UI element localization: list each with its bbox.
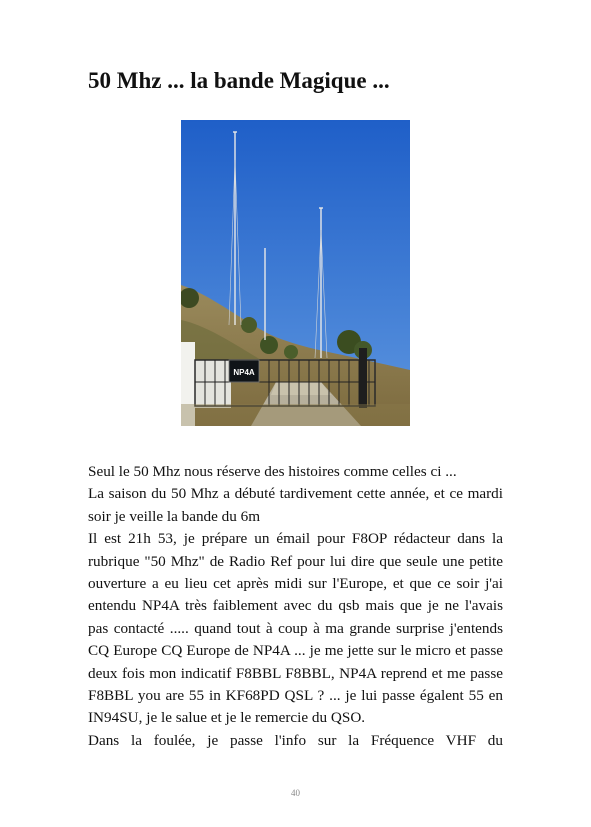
paragraph: Dans la foulée, je passe l'info sur la Fréquence VHF du xyxy=(88,731,503,749)
paragraph: Il est 21h 53, je prépare un émail pour F8OP rédacteur dans la rubrique "50 Mhz" de Radio Ref pour lui dire que seule une petite ouverture a eu lieu cet après midi sur l'Europe, et que ce soir j'ai entendu NP4A très faiblement avec du qsb mais que je ne l'avais pas contacté ..... quand tout à coup à ma grande surprise j'entends CQ Europe CQ Europe de NP4A ... je me jette sur le micro et passe deux fois mon indicatif F8BBL F8BBL, NP4A reprend et me passe F8BBL you are 55 in KF68PD QSL ? ... je lui passe égalent 55 en IN94SU, je le salue et je le remercie du QSO. xyxy=(88,530,503,727)
page-title: 50 Mhz ... la bande Magique ... xyxy=(88,68,390,93)
gate-sign-text: NP4A xyxy=(233,368,255,377)
paragraph: La saison du 50 Mhz a débuté tardivement cette année, et ce mardi soir je veille la bande du 6m xyxy=(88,485,503,525)
paragraph: Seul le 50 Mhz nous réserve des histoires comme celles ci ... xyxy=(88,463,457,480)
article-body xyxy=(88,461,503,752)
antenna-gate-photo xyxy=(181,120,410,426)
page-number: 40 xyxy=(291,788,300,798)
